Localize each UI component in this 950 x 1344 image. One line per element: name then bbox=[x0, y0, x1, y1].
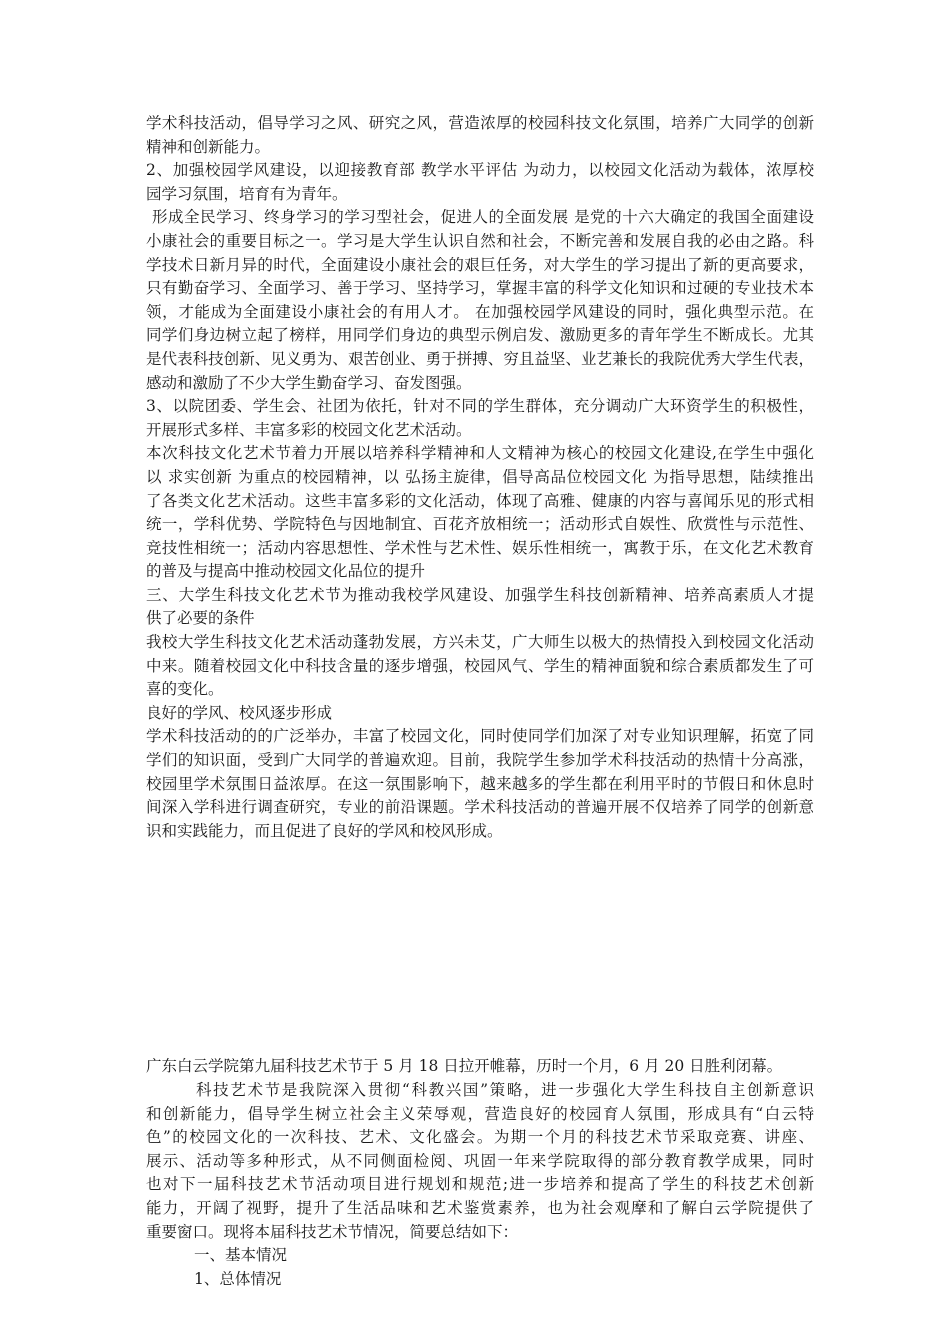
paragraph-line: 学们的知识面，受到广大同学的普遍欢迎。目前，我院学生参加学术科技活动的热情十分高涨， bbox=[146, 751, 814, 770]
paragraph-line: 间深入学科进行调查研究，专业的前沿课题。学术科技活动的普遍开展不仅培养了同学的创新意 bbox=[146, 798, 814, 817]
paragraph-line: 科技艺术节是我院深入贯彻“科教兴国”策略，进一步强化大学生科技自主创新意识 bbox=[196, 1081, 814, 1099]
heading-line: 园学习氛围，培育有为青年。 bbox=[146, 184, 348, 203]
paragraph-line: 是代表科技创新、见义勇为、艰苦创业、勇于拼搏、穷且益坚、业艺兼长的我院优秀大学生代表， bbox=[146, 349, 814, 368]
paragraph-line: 学术科技活动，倡导学习之风、研究之风，营造浓厚的校园科技文化氛围，培养广大同学的创新 bbox=[146, 114, 814, 132]
section-spacer bbox=[146, 843, 814, 1055]
paragraph-line: 色”的校园文化的一次科技、艺术、文化盛会。为期一个月的科技艺术节采取竞赛、讲座、 bbox=[146, 1128, 814, 1147]
heading-line: 2、加强校园学风建设，以迎接教育部 教学水平评估 为动力，以校园文化活动为载体，浓厚校 bbox=[146, 161, 814, 180]
paragraph-line: 精神和创新能力。 bbox=[146, 137, 271, 156]
paragraph-line: 小康社会的重要目标之一。学习是大学生认识自然和社会，不断完善和发展自我的必由之路。科 bbox=[146, 231, 814, 250]
paragraph-line: 喜的变化。 bbox=[146, 680, 224, 699]
paragraph-line: 统一，学科优势、学院特色与因地制宜、百花齐放相统一；活动形式自娱性、欣赏性与示范性、 bbox=[146, 515, 814, 534]
paragraph-line: 的普及与提高中推动校园文化品位的提升 bbox=[146, 562, 426, 581]
paragraph-line: 只有勤奋学习、全面学习、善于学习、坚持学习，掌握丰富的科学文化知识和过硬的专业技术本 bbox=[146, 279, 814, 298]
paragraph-line: 我校大学生科技文化艺术活动蓬勃发展，方兴未艾，广大师生以极大的热情投入到校园文化活动 bbox=[146, 633, 814, 652]
paragraph-line: 学技术日新月异的时代，全面建设小康社会的艰巨任务，对大学生的学习提出了新的更高要求， bbox=[146, 255, 814, 274]
paragraph-line: 形成全民学习、终身学习的学习型社会，促进人的全面发展 是党的十六大确定的我国全面建设 bbox=[152, 208, 814, 227]
paragraph-line: 本次科技文化艺术节着力开展以培养科学精神和人文精神为核心的校园文化建设,在学生中强化 bbox=[146, 444, 814, 463]
document-page bbox=[146, 112, 814, 1291]
paragraph-line: 广东白云学院第九届科技艺术节于 5 月 18 日拉开帷幕，历时一个月，6 月 20 日胜利闭幕。 bbox=[146, 1057, 783, 1076]
heading-line: 良好的学风、校风逐步形成 bbox=[146, 703, 333, 722]
paragraph-line: 中来。随着校园文化中科技含量的逐步增强，校园风气、学生的精神面貌和综合素质都发生了可 bbox=[146, 656, 814, 675]
paragraph-line: 学术科技活动的的广泛举办，丰富了校园文化，同时使同学们加深了对专业知识理解，拓宽了同 bbox=[146, 727, 814, 746]
paragraph-line: 和创新能力，倡导学生树立社会主义荣辱观，营造良好的校园育人氛围，形成具有“白云特 bbox=[146, 1104, 814, 1123]
section-top bbox=[146, 112, 814, 843]
paragraph-line: 重要窗口。现将本届科技艺术节情况，简要总结如下： bbox=[146, 1222, 519, 1241]
paragraph-line: 识和实践能力，而且促进了良好的学风和校风形成。 bbox=[146, 821, 503, 840]
section-bottom bbox=[146, 1055, 814, 1291]
subsection-heading: 1、总体情况 bbox=[194, 1269, 282, 1288]
paragraph-line: 也对下一届科技艺术节活动项目进行规划和规范;进一步培养和提高了学生的科技艺术创新 bbox=[146, 1175, 814, 1194]
section-heading: 一、基本情况 bbox=[194, 1246, 288, 1265]
paragraph-line: 能力，开阔了视野，提升了生活品味和艺术鉴赏素养，也为社会观摩和了解白云学院提供了 bbox=[146, 1198, 814, 1217]
paragraph-line: 了各类文化艺术活动。这些丰富多彩的文化活动，体现了高雅、健康的内容与喜闻乐见的形式相 bbox=[146, 491, 814, 510]
paragraph-line: 校园里学术氛围日益浓厚。在这一氛围影响下，越来越多的学生都在利用平时的节假日和休息时 bbox=[146, 774, 814, 793]
heading-line: 三、大学生科技文化艺术节为推动我校学风建设、加强学生科技创新精神、培养高素质人才提 bbox=[146, 585, 814, 604]
paragraph-line: 领，才能成为全面建设小康社会的有用人才。 在加强校园学风建设的同时，强化典型示范。在 bbox=[146, 302, 814, 321]
paragraph-line: 以 求实创新 为重点的校园精神，以 弘扬主旋律，倡导高品位校园文化 为指导思想，陆续推出 bbox=[146, 467, 814, 486]
heading-line: 3、以院团委、学生会、社团为依托，针对不同的学生群体，充分调动广大环资学生的积极性， bbox=[146, 397, 814, 416]
paragraph-line: 展示、活动等多种形式，从不同侧面检阅、巩固一年来学院取得的部分教育教学成果，同时 bbox=[146, 1151, 814, 1170]
heading-line: 开展形式多样、丰富多彩的校园文化艺术活动。 bbox=[146, 420, 472, 439]
paragraph-line: 同学们身边树立起了榜样，用同学们身边的典型示例启发、激励更多的青年学生不断成长。尤其 bbox=[146, 326, 814, 345]
paragraph-line: 竞技性相统一；活动内容思想性、学术性与艺术性、娱乐性相统一，寓教于乐，在文化艺术教育 bbox=[146, 538, 814, 557]
paragraph-line: 感动和激励了不少大学生勤奋学习、奋发图强。 bbox=[146, 373, 472, 392]
heading-line: 供了必要的条件 bbox=[146, 609, 255, 628]
